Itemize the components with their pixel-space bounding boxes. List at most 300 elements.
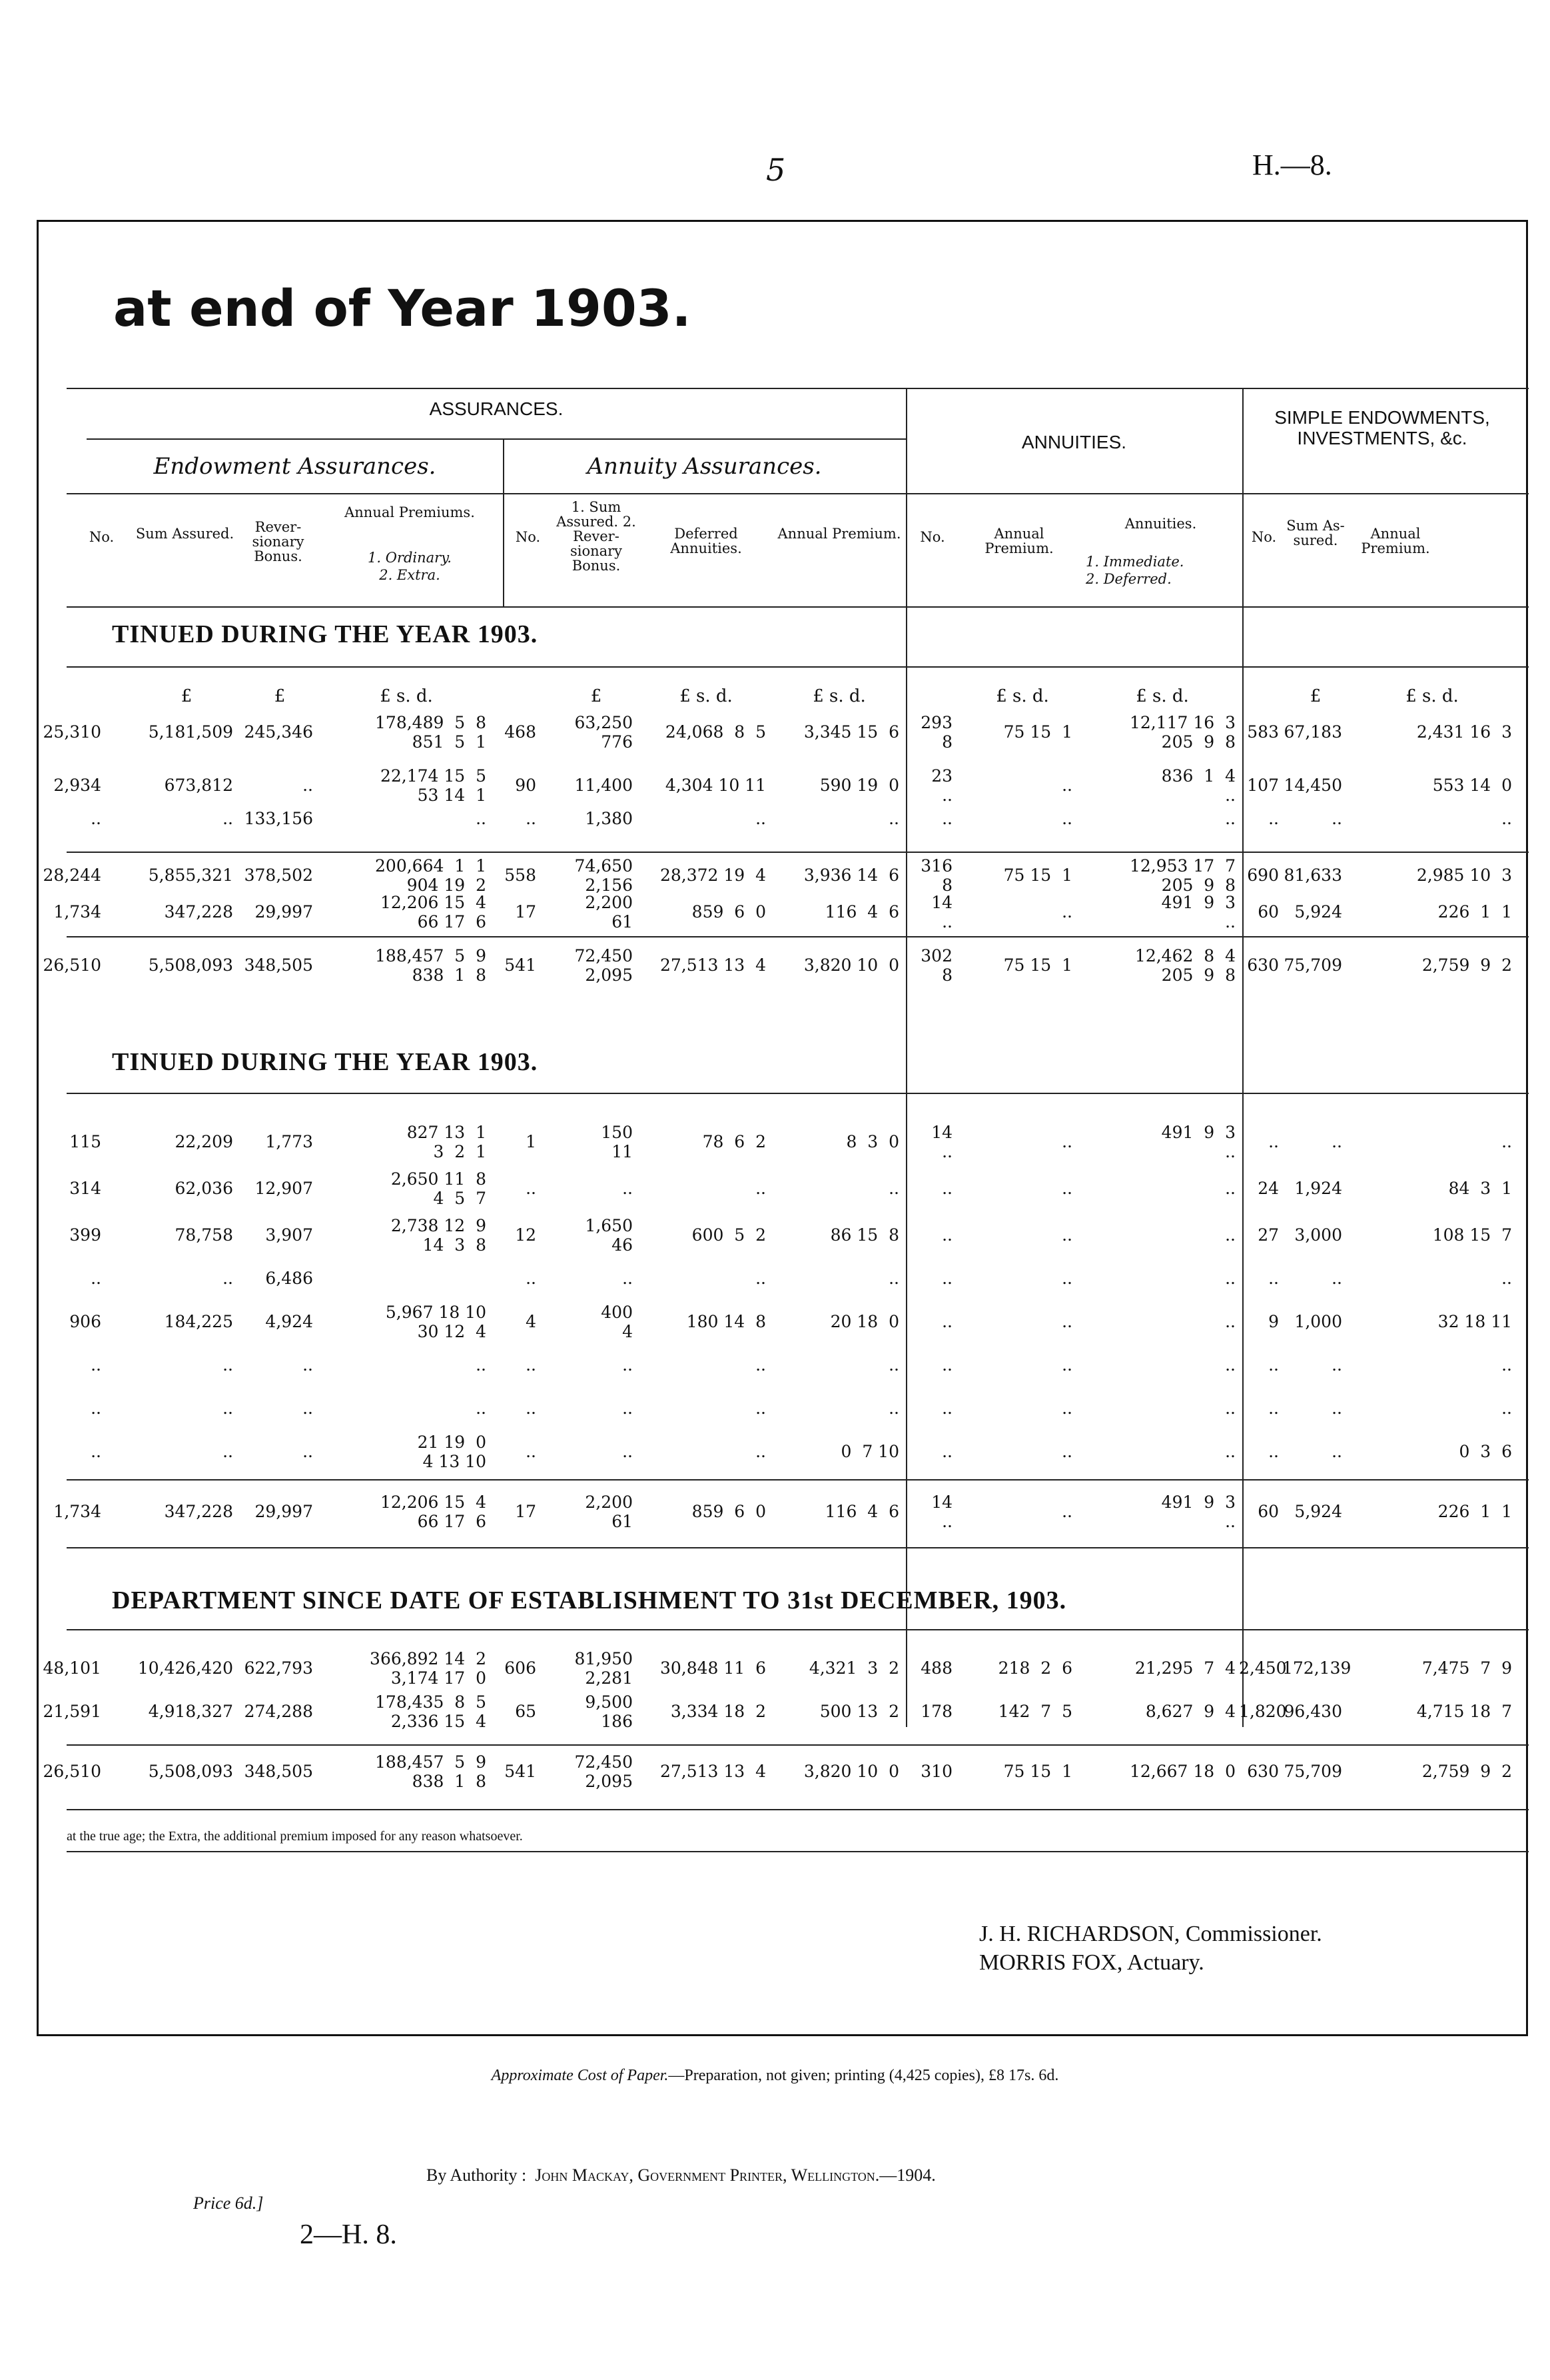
cell-no: 1,734 [53, 902, 101, 921]
cell-annual-premiums: 178,489 5 8 851 5 1 [375, 713, 486, 752]
cell-annuities: 12,117 16 3 205 9 8 [1129, 713, 1236, 752]
section-heading-2: TINUED DURING THE YEAR 1903. [112, 1048, 538, 1076]
cell-rev-bonus: 348,505 [244, 955, 313, 975]
cell-annual-premium: 3,820 10 0 [803, 1762, 899, 1781]
cell-deferred-annuities: 27,513 13 4 [659, 1762, 766, 1781]
cell-aa-no: 90 [515, 776, 536, 795]
col-ordinary [316, 550, 503, 565]
cell-aa-sum: 81,950 2,281 [574, 1649, 633, 1688]
cell-annual-premium: .. [889, 1179, 899, 1198]
cell-aa-no: .. [526, 809, 536, 828]
cell-aa-no: .. [526, 1442, 536, 1461]
cell-aa-sum: .. [622, 1442, 633, 1461]
cell-annuities: 12,953 17 7 205 9 8 [1129, 856, 1236, 895]
cell-aa-sum: 150 11 [601, 1123, 633, 1161]
col-se-premium: Annual Premium. [1361, 526, 1430, 557]
cell-sum-assured: .. [222, 1442, 233, 1461]
divider-simple [1242, 388, 1244, 1727]
cell-rev-bonus: 133,156 [244, 809, 313, 828]
col-no: No. [89, 529, 115, 545]
price: Price 6d.] [193, 2193, 264, 2213]
cell-rev-bonus: 348,505 [244, 1762, 313, 1781]
cell-an-premium: .. [1062, 1502, 1072, 1521]
cell-deferred-annuities: 24,068 8 5 [665, 722, 766, 742]
cell-no: .. [91, 1355, 101, 1375]
cell-an-premium: .. [1062, 1269, 1072, 1288]
cell-no: 25,310 [43, 722, 101, 742]
cell-se-no: 27 [1258, 1225, 1279, 1245]
cell-deferred-annuities: 78 6 2 [702, 1132, 766, 1151]
unit-annual-premium: £ s. d. [813, 686, 866, 706]
cell-annual-premiums: 188,457 5 9 838 1 8 [375, 946, 486, 985]
cell-aa-sum: 2,200 61 [585, 893, 633, 931]
cell-annual-premium: 4,321 3 2 [809, 1658, 899, 1678]
cell-deferred-annuities: 3,334 18 2 [670, 1702, 766, 1721]
cell-no: 2,934 [53, 776, 101, 795]
cell-se-no: 9 [1268, 1312, 1279, 1331]
cell-annuities: .. [1225, 1442, 1236, 1461]
cell-aa-no: 12 [515, 1225, 536, 1245]
cell-an-premium: .. [1062, 902, 1072, 921]
cell-aa-sum: .. [622, 1399, 633, 1418]
cell-annual-premium: 8 3 0 [846, 1132, 899, 1151]
cell-se-premium: .. [1501, 1132, 1512, 1151]
section-heading-3: DEPARTMENT SINCE DATE OF ESTABLISHMENT TO 31st DECEMBER, 1903. [112, 1586, 1067, 1614]
cell-se-premium: .. [1501, 1399, 1512, 1418]
cell-annuities: .. [1225, 1312, 1236, 1331]
cell-se-no: 2,450 [1239, 1658, 1287, 1678]
cell-no: 28,244 [43, 866, 101, 885]
cell-annual-premiums: 12,206 15 4 66 17 6 [380, 1492, 486, 1531]
cell-an-no: 14 .. [931, 1123, 953, 1161]
cell-rev-bonus: 6,486 [265, 1269, 313, 1288]
cell-se-premium: 2,431 16 3 [1416, 722, 1512, 742]
group-assurances: ASSURANCES. [429, 398, 564, 419]
col-annual-premium: Annual Premium. [777, 526, 901, 542]
cell-an-no: .. [942, 1179, 953, 1198]
cell-annual-premium: 3,820 10 0 [803, 955, 899, 975]
cost-note [0, 2067, 1550, 2085]
cell-annual-premium: 500 13 2 [819, 1702, 899, 1721]
cell-aa-sum: 400 4 [601, 1303, 633, 1341]
header-close-rule [67, 606, 1529, 608]
cell-se-no: 107 [1247, 776, 1279, 795]
cell-deferred-annuities: 859 6 0 [691, 1502, 766, 1521]
cell-annual-premiums: .. [476, 809, 486, 828]
col-deferred-annuities: Deferred Annuities. [670, 526, 742, 557]
cell-se-sum: .. [1332, 1355, 1342, 1375]
col-se-sum: Sum As-sured. [1286, 518, 1345, 549]
cell-se-no: .. [1268, 1399, 1279, 1418]
cell-se-premium: .. [1501, 1355, 1512, 1375]
cell-deferred-annuities: .. [755, 1179, 766, 1198]
cell-aa-sum: 1,650 46 [585, 1216, 633, 1255]
cell-se-premium: 2,759 9 2 [1421, 1762, 1512, 1781]
cell-aa-no: 4 [526, 1312, 536, 1331]
cell-deferred-annuities: .. [755, 809, 766, 828]
cell-an-no: .. [942, 1225, 953, 1245]
cell-an-no: .. [942, 1442, 953, 1461]
cell-annual-premiums: 2,738 12 9 14 3 8 [390, 1216, 486, 1255]
cell-se-premium: 2,985 10 3 [1416, 866, 1512, 885]
cell-se-premium: 553 14 0 [1432, 776, 1512, 795]
cell-deferred-annuities: .. [755, 1399, 766, 1418]
col-deferred2-label: 2. Deferred. [1086, 571, 1172, 587]
cell-aa-sum: 1,380 [585, 809, 633, 828]
cell-aa-sum: 11,400 [574, 776, 633, 795]
cell-rev-bonus: 29,997 [254, 902, 313, 921]
cell-annual-premiums: 366,892 14 2 3,174 17 0 [370, 1649, 486, 1688]
cell-no: .. [91, 1442, 101, 1461]
group-annuity-assurances: Annuity Assurances. [587, 453, 822, 480]
cell-aa-sum: 2,200 61 [585, 1492, 633, 1531]
col-immediate-label: 1. Immediate. [1086, 554, 1184, 570]
cell-annuities: .. [1225, 1399, 1236, 1418]
cell-sum-assured: 5,508,093 [148, 955, 233, 975]
cell-se-no: 1,820 [1239, 1702, 1287, 1721]
cell-annual-premiums: 12,206 15 4 66 17 6 [380, 893, 486, 931]
cell-sum-assured: .. [222, 809, 233, 828]
cell-deferred-annuities: .. [755, 1269, 766, 1288]
cell-deferred-annuities: .. [755, 1442, 766, 1461]
cell-rev-bonus: 1,773 [265, 1132, 313, 1151]
cell-annual-premium: 20 18 0 [830, 1312, 899, 1331]
cell-se-premium: 7,475 7 9 [1421, 1658, 1512, 1678]
cell-se-sum: 5,924 [1294, 902, 1342, 921]
cell-aa-sum: 72,450 2,095 [574, 946, 633, 985]
cell-deferred-annuities: 4,304 10 11 [665, 776, 766, 795]
cell-an-no: 310 [921, 1762, 953, 1781]
cell-deferred-annuities: 28,372 19 4 [659, 866, 766, 885]
unit-se-sum: £ [1310, 686, 1322, 706]
cell-an-premium: .. [1062, 1132, 1072, 1151]
cell-annuities: .. [1225, 1355, 1236, 1375]
cell-an-no: 488 [921, 1658, 953, 1678]
cell-an-no: 302 8 [921, 946, 953, 985]
cell-aa-sum: 63,250 776 [574, 713, 633, 752]
page-title: at end of Year 1903. [113, 279, 691, 338]
cell-se-no: .. [1268, 1132, 1279, 1151]
cell-an-premium: 142 7 5 [998, 1702, 1072, 1721]
cell-se-sum: 96,430 [1284, 1702, 1342, 1721]
cell-sum-assured: 10,426,420 [137, 1658, 233, 1678]
t3-close-rule [67, 1809, 1529, 1810]
col-deferred2 [1086, 572, 1242, 586]
cell-annual-premiums: 200,664 1 1 904 19 2 [375, 856, 486, 895]
cell-no: 26,510 [43, 1762, 101, 1781]
t2-rule [67, 1479, 1529, 1481]
col-immediate [1086, 554, 1242, 569]
cell-an-premium: .. [1062, 1225, 1072, 1245]
cell-aa-no: 558 [504, 866, 536, 885]
cell-an-premium: .. [1062, 1312, 1072, 1331]
cell-se-sum: 172,139 [1282, 1658, 1352, 1678]
cell-annual-premium: 3,936 14 6 [803, 866, 899, 885]
cell-se-no: .. [1268, 1269, 1279, 1288]
cell-sum-assured: .. [222, 1399, 233, 1418]
cost-label: Approximate Cost of Paper. [491, 2067, 669, 2084]
col-se-no: No. [1251, 529, 1277, 545]
cell-deferred-annuities: 180 14 8 [686, 1312, 766, 1331]
cell-se-no: 690 [1247, 866, 1279, 885]
cell-an-premium: .. [1062, 1355, 1072, 1375]
cell-annual-premium: .. [889, 1399, 899, 1418]
unit-sum: £ [181, 686, 193, 706]
cell-annuities: 836 1 4 .. [1161, 766, 1236, 805]
cell-no: 115 [69, 1132, 101, 1151]
footnote: at the true age; the Extra, the additional premium imposed for any reason whatsoever. [67, 1829, 523, 1844]
cell-se-sum: 1,924 [1294, 1179, 1342, 1198]
cell-no: .. [91, 1399, 101, 1418]
cell-annual-premiums: .. [476, 1399, 486, 1418]
cell-rev-bonus: 274,288 [244, 1702, 313, 1721]
cell-an-no: 178 [921, 1702, 953, 1721]
cell-rev-bonus: .. [302, 1399, 313, 1418]
cell-aa-no: 65 [515, 1702, 536, 1721]
cell-se-sum: .. [1332, 1399, 1342, 1418]
cell-annuities: 491 9 3 .. [1161, 1123, 1236, 1161]
t3-rule [67, 1744, 1529, 1746]
col-sum-assured: Sum Assured. [135, 526, 234, 542]
cell-aa-no: 468 [504, 722, 536, 742]
cell-se-no: .. [1268, 809, 1279, 828]
section-heading-1: TINUED DURING THE YEAR 1903. [112, 620, 538, 648]
group-annuities: ANNUITIES. [1021, 432, 1127, 452]
print-reference: 2—H. 8. [300, 2219, 397, 2250]
cell-an-no: 23 .. [931, 766, 953, 805]
unit-premiums: £ s. d. [380, 686, 433, 706]
cell-annual-premiums: 5,967 18 10 30 12 4 [385, 1303, 486, 1341]
cell-no: .. [91, 1269, 101, 1288]
cell-annual-premiums: .. [476, 1355, 486, 1375]
cell-annual-premium: 0 7 10 [841, 1442, 899, 1461]
cell-aa-no: .. [526, 1269, 536, 1288]
cell-se-no: 630 [1247, 1762, 1279, 1781]
cell-se-no: .. [1268, 1355, 1279, 1375]
cell-deferred-annuities: 600 5 2 [691, 1225, 766, 1245]
cell-aa-no: .. [526, 1355, 536, 1375]
cell-annual-premium: .. [889, 1269, 899, 1288]
cell-annual-premiums: 2,650 11 8 4 5 7 [390, 1169, 486, 1208]
cell-annual-premiums: 827 13 1 3 2 1 [406, 1123, 486, 1161]
cell-an-no: .. [942, 1269, 953, 1288]
cell-sum-assured: 78,758 [175, 1225, 233, 1245]
cell-annual-premiums: 178,435 8 5 2,336 15 4 [375, 1692, 486, 1731]
unit-deferred: £ s. d. [679, 686, 733, 706]
cell-aa-no: 1 [526, 1132, 536, 1151]
authority-text: John Mackay, Government Printer, Wellington.—1904. [535, 2165, 936, 2185]
unit-se-premium: £ s. d. [1405, 686, 1459, 706]
col-an-premium: Annual Premium. [984, 526, 1054, 557]
cell-annual-premium: 116 4 6 [825, 1502, 899, 1521]
section2-rule [67, 1093, 1529, 1094]
cell-sum-assured: 62,036 [175, 1179, 233, 1198]
cell-an-no: .. [942, 809, 953, 828]
unit-an-premium: £ s. d. [996, 686, 1049, 706]
cell-aa-sum: .. [622, 1355, 633, 1375]
cost-text: —Preparation, not given; printing (4,425 copies), £8 17s. 6d. [668, 2067, 1059, 2084]
cell-annual-premiums: 22,174 15 5 53 14 1 [380, 766, 486, 805]
cell-sum-assured: 5,855,321 [148, 866, 233, 885]
cell-aa-no: 541 [504, 1762, 536, 1781]
cell-annuities: 12,667 18 0 [1129, 1762, 1236, 1781]
cell-annuities: .. [1225, 1269, 1236, 1288]
cell-an-premium: .. [1062, 1179, 1072, 1198]
cell-se-sum: .. [1332, 1442, 1342, 1461]
cell-se-sum: 5,924 [1294, 1502, 1342, 1521]
document-reference: H.—8. [1252, 149, 1332, 181]
cell-no: 1,734 [53, 1502, 101, 1521]
cell-deferred-annuities: 859 6 0 [691, 902, 766, 921]
cell-an-premium: .. [1062, 1442, 1072, 1461]
cell-sum-assured: 347,228 [164, 1502, 233, 1521]
cell-se-sum: .. [1332, 1132, 1342, 1151]
cell-rev-bonus: .. [302, 776, 313, 795]
cell-no: .. [91, 809, 101, 828]
cell-se-premium: 226 1 1 [1437, 1502, 1512, 1521]
cell-annuities: 491 9 3 .. [1161, 1492, 1236, 1531]
cell-no: 21,591 [43, 1702, 101, 1721]
cell-sum-assured: .. [222, 1355, 233, 1375]
cell-rev-bonus: 622,793 [244, 1658, 313, 1678]
cell-annuities: .. [1225, 1179, 1236, 1198]
cell-annuities: 12,462 8 4 205 9 8 [1134, 946, 1236, 985]
cell-aa-sum: 74,650 2,156 [574, 856, 633, 895]
header-top-rule [67, 388, 1529, 389]
cell-se-no: 60 [1258, 902, 1279, 921]
cell-an-no: .. [942, 1399, 953, 1418]
cell-se-sum: 67,183 [1284, 722, 1342, 742]
cell-annual-premium: 86 15 8 [830, 1225, 899, 1245]
cell-rev-bonus: .. [302, 1355, 313, 1375]
cell-an-premium: 75 15 1 [1003, 866, 1072, 885]
cell-an-premium: 75 15 1 [1003, 1762, 1072, 1781]
cell-se-no: 630 [1247, 955, 1279, 975]
cell-rev-bonus: 3,907 [265, 1225, 313, 1245]
cell-se-premium: 32 18 11 [1437, 1312, 1512, 1331]
cell-an-no: 14 .. [931, 1492, 953, 1531]
col-annuities: Annuities. [1124, 516, 1197, 532]
col-aa-no: No. [515, 529, 541, 545]
cell-an-no: .. [942, 1312, 953, 1331]
cell-annuities: 8,627 9 4 [1145, 1702, 1236, 1721]
unit-annuities: £ s. d. [1136, 686, 1189, 706]
cell-se-premium: 0 3 6 [1459, 1442, 1512, 1461]
cell-aa-sum: 72,450 2,095 [574, 1752, 633, 1791]
cell-sum-assured: 5,181,509 [148, 722, 233, 742]
col-aa-sum: 1. Sum Assured. 2. Rever-sionary Bonus. [556, 499, 636, 574]
cell-deferred-annuities: .. [755, 1355, 766, 1375]
cell-se-premium: 4,715 18 7 [1416, 1702, 1512, 1721]
cell-annual-premiums: 21 19 0 4 13 10 [417, 1433, 486, 1471]
cell-se-premium: 84 3 1 [1448, 1179, 1512, 1198]
cell-an-premium: .. [1062, 776, 1072, 795]
cell-sum-assured: .. [222, 1269, 233, 1288]
cell-annual-premium: 3,345 15 6 [803, 722, 899, 742]
cell-an-no: 293 8 [921, 713, 953, 752]
cell-annual-premium: .. [889, 809, 899, 828]
col-ordinary-label: 1. Ordinary. [368, 550, 452, 566]
authority-line [426, 2165, 936, 2185]
cell-se-premium: .. [1501, 1269, 1512, 1288]
unit-aa-sum: £ [590, 686, 602, 706]
cell-no: 906 [69, 1312, 101, 1331]
cell-annual-premium: .. [889, 1355, 899, 1375]
signature-commissioner: J. H. RICHARDSON, Commissioner. [979, 1922, 1322, 1946]
group-simple-endowments: SIMPLE ENDOWMENTS, INVESTMENTS, &c. [1274, 407, 1490, 448]
cell-an-premium: .. [1062, 1399, 1072, 1418]
cell-annual-premium: 116 4 6 [825, 902, 899, 921]
cell-rev-bonus: .. [302, 1442, 313, 1461]
cell-sum-assured: 5,508,093 [148, 1762, 233, 1781]
cell-se-sum: 1,000 [1294, 1312, 1342, 1331]
cell-se-sum: 14,450 [1284, 776, 1342, 795]
cell-se-sum: 75,709 [1284, 955, 1342, 975]
cell-annuities: 21,295 7 4 [1134, 1658, 1236, 1678]
cell-rev-bonus: 378,502 [244, 866, 313, 885]
col-an-no: No. [920, 529, 945, 545]
cell-sum-assured: 347,228 [164, 902, 233, 921]
cell-annual-premiums: 188,457 5 9 838 1 8 [375, 1752, 486, 1791]
cell-deferred-annuities: 30,848 11 6 [659, 1658, 766, 1678]
cell-se-no: 24 [1258, 1179, 1279, 1198]
cell-rev-bonus: 4,924 [265, 1312, 313, 1331]
cell-se-premium: 108 15 7 [1432, 1225, 1512, 1245]
cell-deferred-annuities: 27,513 13 4 [659, 955, 766, 975]
cell-annuities: .. [1225, 809, 1236, 828]
cell-se-premium: 2,759 9 2 [1421, 955, 1512, 975]
cell-se-sum: .. [1332, 809, 1342, 828]
t2-close-rule [67, 1547, 1529, 1548]
col-reversionary-bonus: Rever-sionary Bonus. [252, 519, 304, 565]
group-endowment: Endowment Assurances. [153, 453, 436, 480]
header-bottom-rule [67, 493, 1529, 494]
cell-se-no: 60 [1258, 1502, 1279, 1521]
cell-aa-no: 606 [504, 1658, 536, 1678]
authority-prefix: By Authority : [426, 2165, 527, 2185]
section1-rule [67, 666, 1529, 668]
col-annual-premiums: Annual Premiums. [344, 504, 475, 520]
page-number: 5 [766, 152, 786, 188]
cell-annual-premium: 590 19 0 [819, 776, 899, 795]
cell-an-premium: 218 2 6 [998, 1658, 1072, 1678]
col-extra [316, 568, 503, 582]
cell-aa-sum: 9,500 186 [585, 1692, 633, 1731]
cell-aa-no: 17 [515, 902, 536, 921]
cell-no: 48,101 [43, 1658, 101, 1678]
cell-se-premium: 226 1 1 [1437, 902, 1512, 921]
section3-rule [67, 1629, 1529, 1630]
cell-no: 399 [69, 1225, 101, 1245]
cell-an-no: 14 .. [931, 893, 953, 931]
cell-aa-sum: .. [622, 1179, 633, 1198]
cell-se-sum: 81,633 [1284, 866, 1342, 885]
cell-sum-assured: 4,918,327 [148, 1702, 233, 1721]
cell-an-premium: 75 15 1 [1003, 722, 1072, 742]
cell-aa-no: .. [526, 1179, 536, 1198]
cell-aa-no: .. [526, 1399, 536, 1418]
cell-sum-assured: 22,209 [175, 1132, 233, 1151]
cell-sum-assured: 184,225 [164, 1312, 233, 1331]
cell-an-premium: 75 15 1 [1003, 955, 1072, 975]
cell-aa-no: 541 [504, 955, 536, 975]
t1-rule-b [67, 936, 1529, 937]
cell-se-no: .. [1268, 1442, 1279, 1461]
cell-aa-no: 17 [515, 1502, 536, 1521]
cell-sum-assured: 673,812 [164, 776, 233, 795]
cell-an-premium: .. [1062, 809, 1072, 828]
cell-an-no: 316 8 [921, 856, 953, 895]
